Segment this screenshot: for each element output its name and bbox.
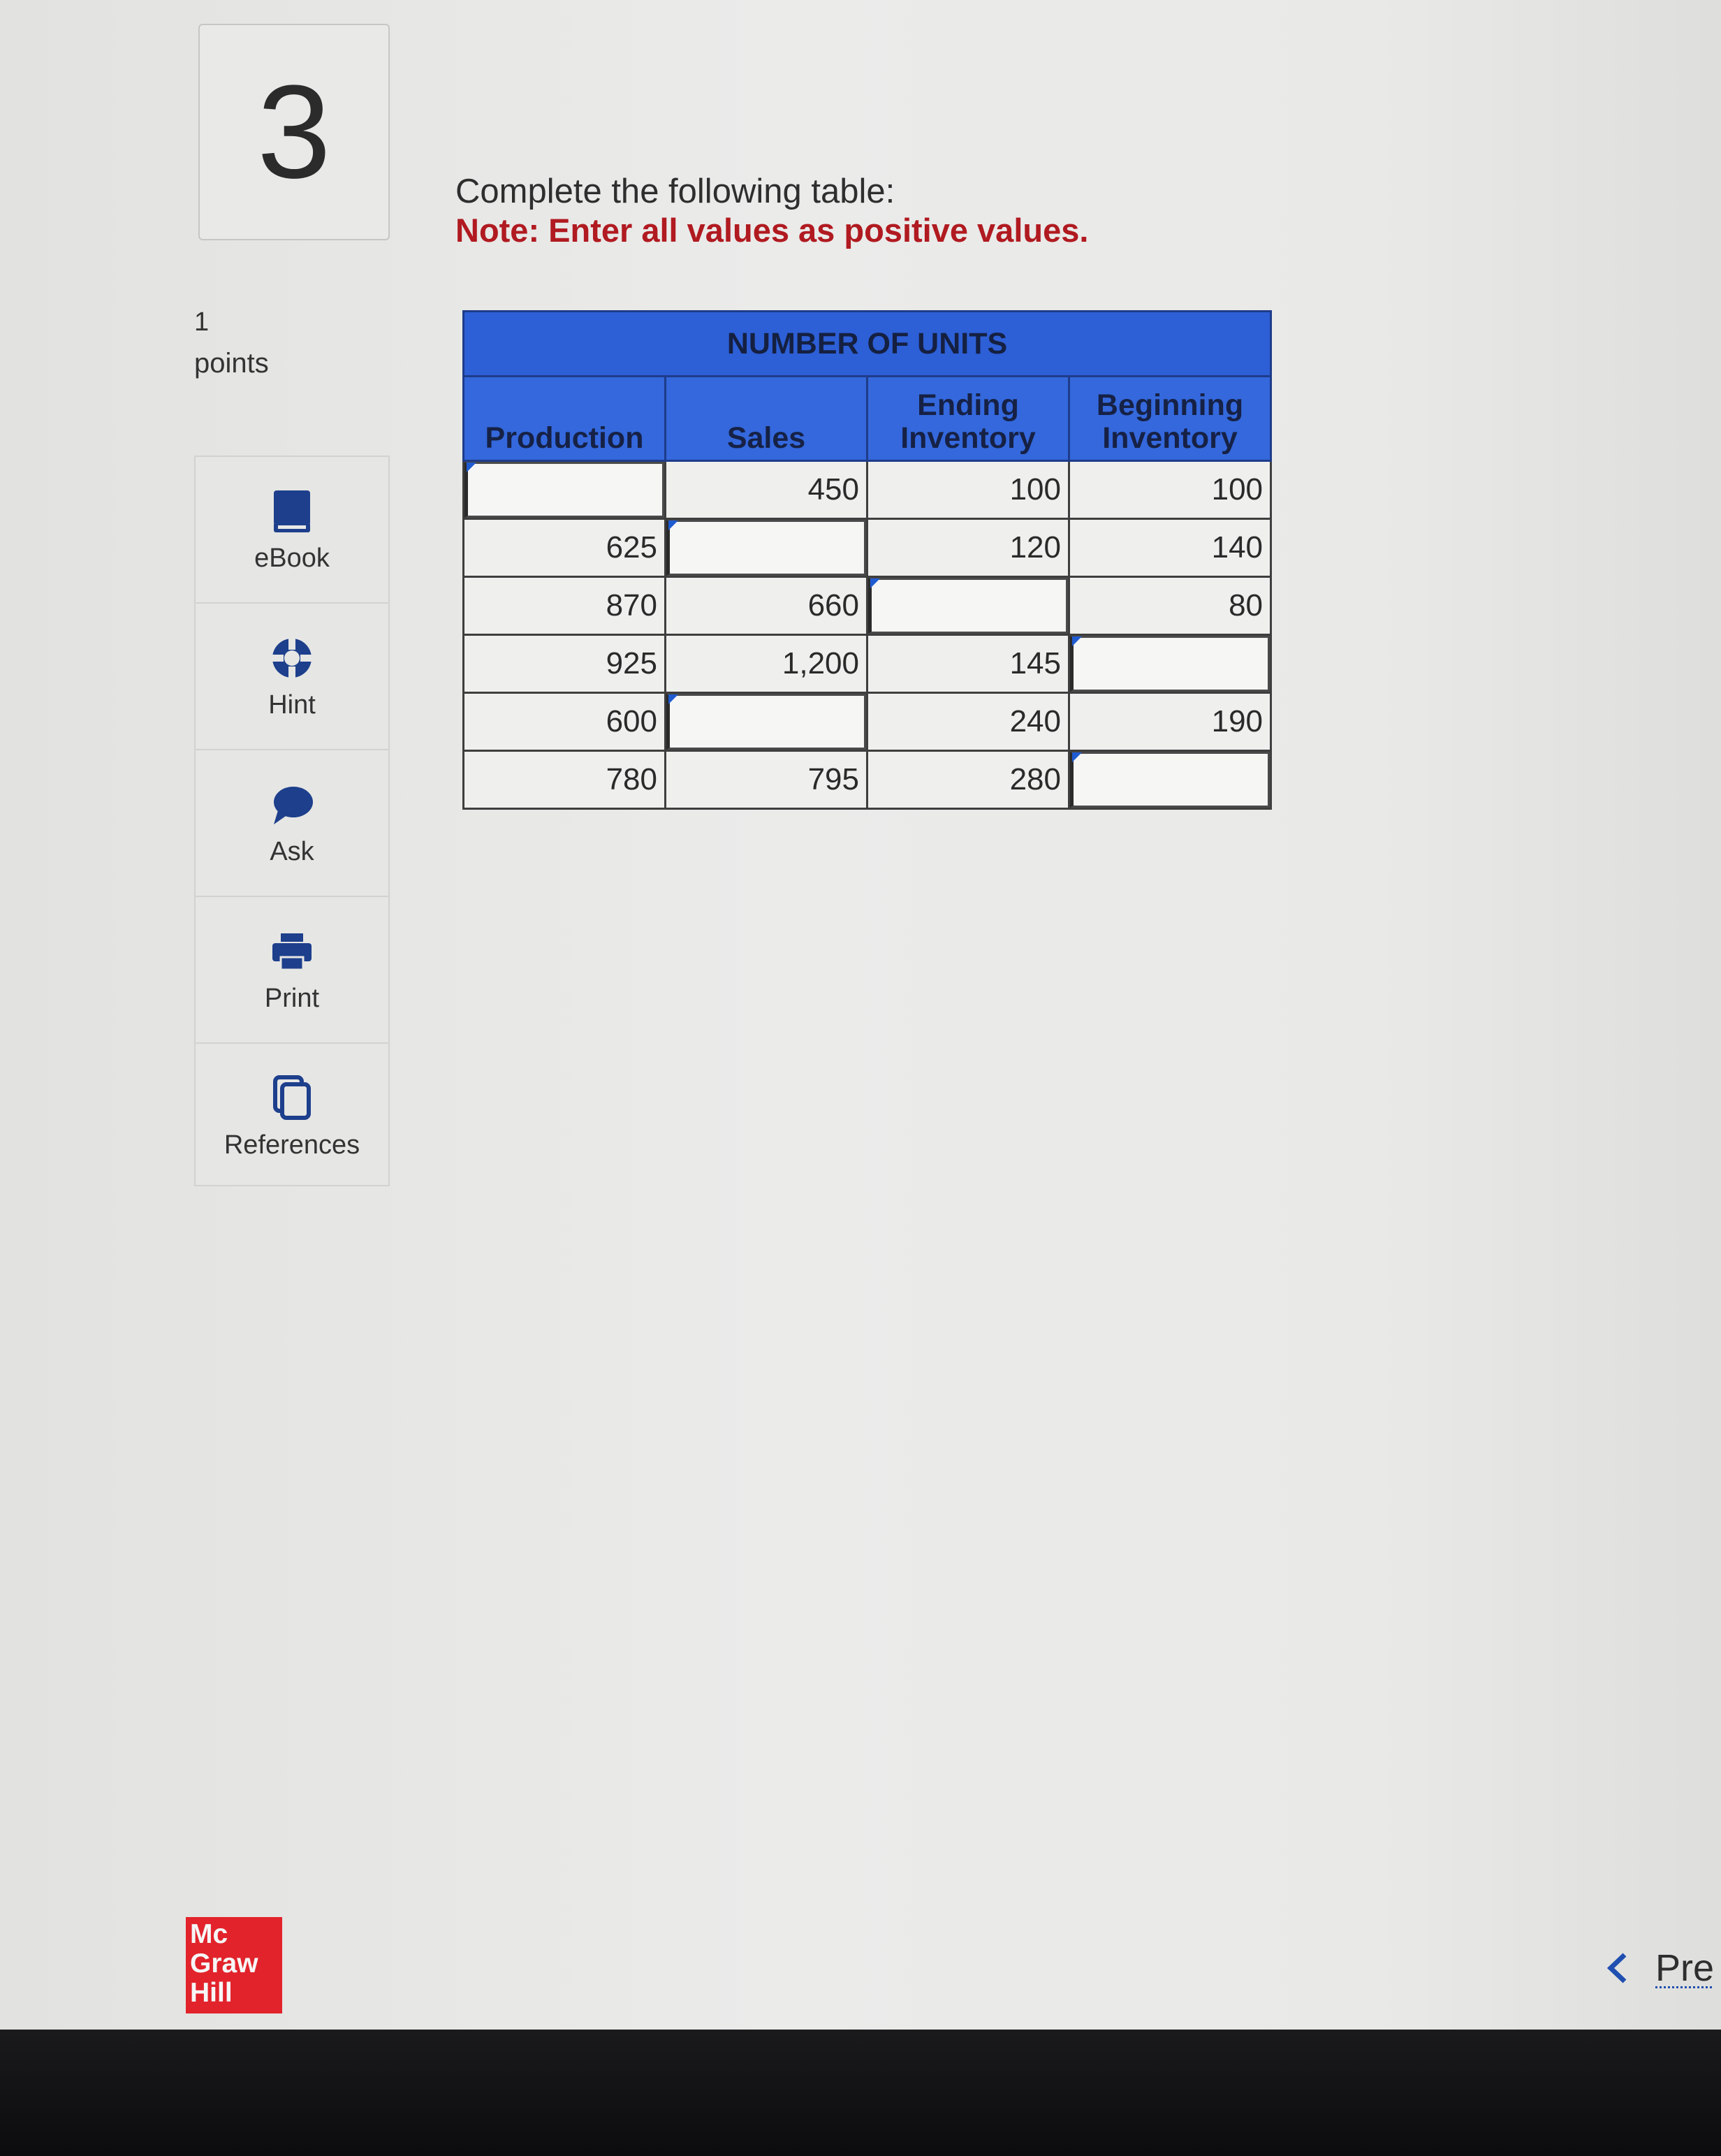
production-input-cell[interactable] <box>464 461 666 519</box>
beginning-inventory-cell: 140 <box>1069 519 1271 577</box>
prev-button[interactable] <box>1604 1946 1714 1990</box>
ending-inventory-cell: 240 <box>867 693 1069 751</box>
references-button[interactable] <box>196 1044 388 1189</box>
mcgraw-hill-logo <box>186 1917 282 2013</box>
beginning-inventory-input[interactable] <box>1070 636 1270 692</box>
ending-inventory-input-cell[interactable] <box>867 577 1069 635</box>
sales-input[interactable] <box>666 520 866 576</box>
print-button[interactable] <box>196 897 388 1044</box>
sales-input[interactable] <box>666 694 866 750</box>
points-value: 1 <box>194 307 210 337</box>
sales-input-cell[interactable] <box>666 519 867 577</box>
chevron-left-icon <box>1604 1951 1632 1986</box>
production-cell: 925 <box>464 635 666 693</box>
monitor-bezel <box>0 2030 1721 2156</box>
table-row <box>464 751 1271 809</box>
sales-cell: 795 <box>666 751 867 809</box>
question-number: 3 <box>257 58 331 206</box>
production-cell: 870 <box>464 577 666 635</box>
references-label: References <box>224 1130 360 1160</box>
ebook-button[interactable] <box>196 457 388 604</box>
note-text: Note: Enter all values as positive values. <box>455 212 1089 249</box>
units-table <box>462 310 1272 810</box>
ask-button[interactable] <box>196 750 388 897</box>
print-label: Print <box>264 983 320 1013</box>
header-beginning-inventory: Beginning Inventory <box>1069 377 1271 461</box>
beginning-inventory-input-cell[interactable] <box>1069 751 1271 809</box>
beginning-inventory-cell: 190 <box>1069 693 1271 751</box>
header-ending-inventory: Ending Inventory <box>867 377 1069 461</box>
table-row <box>464 577 1271 635</box>
beginning-inventory-cell: 100 <box>1069 461 1271 519</box>
production-cell: 780 <box>464 751 666 809</box>
sales-cell: 660 <box>666 577 867 635</box>
table-row <box>464 519 1271 577</box>
book-icon <box>267 486 317 537</box>
ebook-label: eBook <box>254 543 330 573</box>
tools-panel <box>194 456 390 1186</box>
production-cell: 625 <box>464 519 666 577</box>
production-input[interactable] <box>464 462 664 518</box>
ask-label: Ask <box>270 836 314 866</box>
production-cell: 600 <box>464 693 666 751</box>
hint-label: Hint <box>268 690 316 720</box>
instruction-text: Complete the following table: <box>455 173 895 210</box>
hint-button[interactable] <box>196 604 388 750</box>
beginning-inventory-cell: 80 <box>1069 577 1271 635</box>
table-row <box>464 635 1271 693</box>
lifebuoy-icon <box>267 633 317 683</box>
sales-cell: 1,200 <box>666 635 867 693</box>
documents-icon <box>267 1073 317 1123</box>
ending-inventory-input[interactable] <box>868 578 1068 634</box>
ending-inventory-cell: 145 <box>867 635 1069 693</box>
ending-inventory-cell: 280 <box>867 751 1069 809</box>
printer-icon <box>267 926 317 977</box>
speech-bubble-icon <box>267 780 317 830</box>
header-sales: Sales <box>666 377 867 461</box>
prev-label: Pre <box>1655 1947 1715 1989</box>
points-label: points <box>194 348 269 379</box>
beginning-inventory-input-cell[interactable] <box>1069 635 1271 693</box>
header-production: Production <box>464 377 666 461</box>
question-number-box <box>198 24 390 240</box>
beginning-inventory-input[interactable] <box>1070 752 1270 808</box>
logo-line: Graw <box>190 1949 258 1979</box>
ending-inventory-cell: 120 <box>867 519 1069 577</box>
logo-line: Hill <box>190 1978 233 2008</box>
sales-input-cell[interactable] <box>666 693 867 751</box>
table-row <box>464 693 1271 751</box>
logo-line: Mc <box>190 1919 228 1949</box>
sales-cell: 450 <box>666 461 867 519</box>
group-header: NUMBER OF UNITS <box>464 312 1271 377</box>
table-row <box>464 461 1271 519</box>
ending-inventory-cell: 100 <box>867 461 1069 519</box>
